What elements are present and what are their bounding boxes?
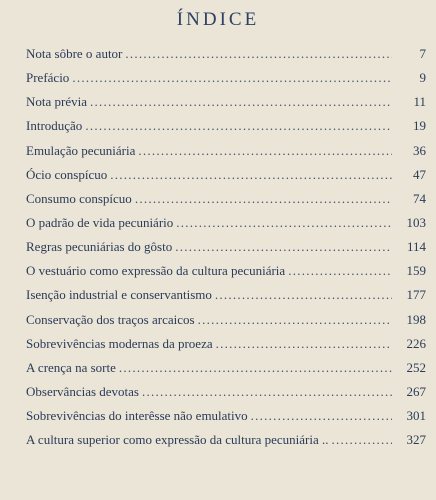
toc-entry-page: 327 bbox=[406, 432, 426, 448]
dot-leader bbox=[251, 408, 392, 424]
dot-leader bbox=[110, 167, 392, 183]
toc-entry-label: A cultura superior como expressão da cultura pecuniária .. bbox=[26, 432, 329, 448]
toc-entry bbox=[26, 263, 426, 287]
toc-entry-label: Observâncias devotas bbox=[26, 383, 139, 399]
toc-entry-page: 7 bbox=[419, 46, 426, 61]
toc-entry-page: 36 bbox=[413, 142, 426, 158]
toc-entry-page: 74 bbox=[413, 190, 426, 206]
toc-entry-page: 159 bbox=[406, 263, 426, 279]
toc-entry-page: 11 bbox=[413, 94, 426, 110]
dot-leader bbox=[125, 46, 392, 62]
dot-leader bbox=[216, 336, 392, 352]
toc-entry-label: Nota prévia bbox=[26, 94, 88, 110]
toc-entry-page: 47 bbox=[413, 166, 426, 182]
page-title: ÍNDICE bbox=[176, 9, 260, 30]
dot-leader bbox=[332, 432, 393, 448]
toc-entry-label: Introdução bbox=[26, 118, 83, 134]
dot-leader bbox=[119, 360, 392, 376]
toc-entry-label: Consumo conspícuo bbox=[26, 190, 132, 206]
toc-entry-label: Conservação dos traços arcaicos bbox=[26, 311, 195, 327]
toc-entry bbox=[26, 239, 426, 263]
toc-entry-label: Sobrevivências do interêsse não emulativo bbox=[26, 408, 248, 424]
toc-entry-page: 114 bbox=[406, 239, 426, 255]
toc-entry-label: Sobrevivências modernas da proeza bbox=[26, 335, 213, 351]
dot-leader bbox=[288, 263, 392, 279]
toc-entry bbox=[26, 360, 426, 384]
toc-entry-label: Nota sôbre o autor bbox=[26, 46, 123, 61]
toc-entry bbox=[26, 215, 426, 239]
toc-entry bbox=[26, 432, 426, 456]
toc-entry bbox=[26, 384, 426, 408]
toc-entry-page: 267 bbox=[406, 383, 426, 399]
toc-entry bbox=[26, 70, 426, 94]
toc-entry-page: 177 bbox=[406, 287, 426, 303]
dot-leader bbox=[215, 287, 392, 303]
toc-entry-label: Regras pecuniárias do gôsto bbox=[26, 239, 173, 255]
dot-leader bbox=[85, 118, 392, 134]
toc-entry bbox=[26, 336, 426, 360]
toc-entry-label: Isenção industrial e conservantismo bbox=[26, 287, 212, 303]
toc-entry-page: 9 bbox=[419, 70, 426, 86]
dot-leader bbox=[175, 239, 392, 255]
toc-entry-page: 103 bbox=[406, 214, 426, 230]
toc-entry bbox=[26, 287, 426, 311]
dot-leader bbox=[90, 94, 392, 110]
toc-entry bbox=[26, 46, 426, 70]
toc-entry bbox=[26, 118, 426, 142]
toc-entry-label: Emulação pecuniária bbox=[26, 142, 136, 158]
toc-entry bbox=[26, 143, 426, 167]
toc-entry-page: 198 bbox=[406, 311, 426, 327]
dot-leader bbox=[138, 143, 392, 159]
dot-leader bbox=[142, 384, 392, 400]
toc-entry-page: 19 bbox=[413, 118, 426, 134]
toc-entry bbox=[26, 167, 426, 191]
toc-entry-label: Ócio conspícuo bbox=[26, 166, 108, 182]
toc-entry-label: O padrão de vida pecuniário bbox=[26, 214, 174, 230]
toc-entry bbox=[26, 94, 426, 118]
toc-entry-page: 226 bbox=[406, 335, 426, 351]
toc-entry-label: Prefácio bbox=[26, 70, 70, 86]
toc-entry-label: O vestuário como expressão da cultura pecuniária bbox=[26, 263, 286, 279]
table-of-contents bbox=[26, 46, 426, 456]
dot-leader bbox=[176, 215, 392, 231]
toc-entry bbox=[26, 408, 426, 432]
toc-entry-label: A crença na sorte bbox=[26, 359, 116, 375]
dot-leader bbox=[135, 191, 392, 207]
toc-entry-page: 301 bbox=[406, 408, 426, 424]
toc-entry bbox=[26, 312, 426, 336]
toc-entry-page: 252 bbox=[406, 359, 426, 375]
toc-entry bbox=[26, 191, 426, 215]
dot-leader bbox=[72, 70, 392, 86]
dot-leader bbox=[198, 312, 392, 328]
